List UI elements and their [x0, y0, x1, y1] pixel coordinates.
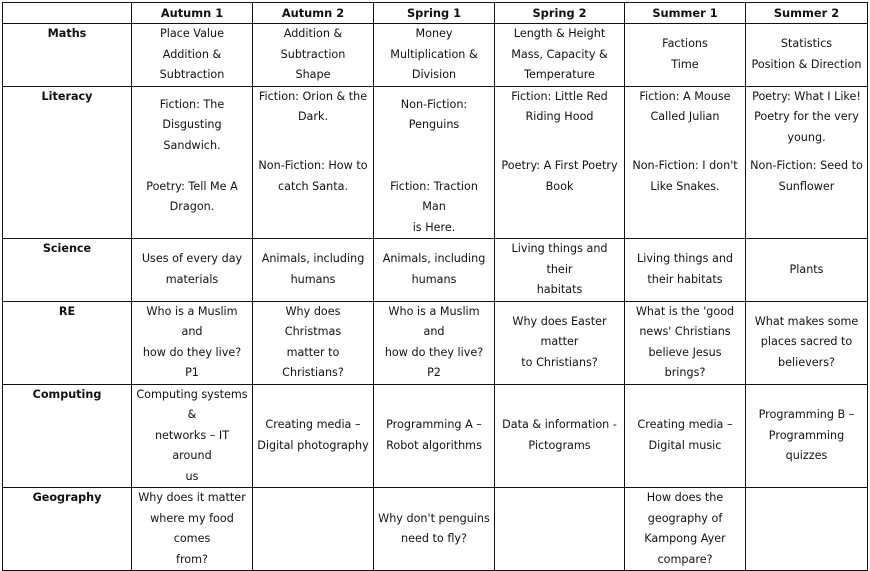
term-header-summer-1: Summer 1: [625, 3, 746, 24]
cell-line: Subtraction: [159, 68, 225, 81]
computing-summer-1: [625, 384, 746, 488]
cell-line: how do they live? P1: [142, 345, 242, 379]
term-header-autumn-2: Autumn 2: [253, 3, 374, 24]
cell-line: Computing systems &: [136, 387, 248, 421]
cell-line: news' Christians: [639, 325, 731, 338]
cell-line: Place Value: [159, 27, 225, 40]
geography-summer-2: [746, 488, 868, 571]
cell-line: Poetry: A First Poetry: [501, 159, 618, 172]
cell-line: is Here.: [412, 220, 456, 234]
cell-line: Kampong Ayer: [644, 532, 726, 545]
cell-line: Programming B –: [758, 408, 855, 421]
science-autumn-1: [132, 239, 253, 302]
spacer: [377, 136, 491, 157]
cell-line: Programming quizzes: [768, 428, 845, 462]
cell-line: Data & information -: [502, 418, 617, 432]
cell-line: Animals, including: [382, 252, 486, 266]
cell-line: from?: [176, 552, 208, 566]
subject-row-geography: [3, 488, 868, 571]
re-spring-1: [374, 301, 495, 384]
cell-line: Non-Fiction: Penguins: [400, 97, 468, 131]
cell-line: Fiction: Orion & the: [258, 89, 368, 103]
subject-label-science: Science: [3, 239, 132, 302]
spacer: [256, 128, 370, 149]
cell-line: Non-Fiction: Seed to: [750, 159, 863, 172]
cell-line: catch Santa.: [277, 179, 349, 193]
cell-line: Digital music: [648, 438, 722, 452]
curriculum-overview-sheet: [2, 2, 867, 566]
subject-row-computing: [3, 384, 868, 488]
cell-line: young.: [787, 130, 826, 144]
spacer: [256, 148, 370, 156]
cell-line: Uses of every day: [141, 252, 243, 266]
science-spring-2: [495, 239, 625, 302]
maths-summer-2: [746, 24, 868, 87]
cell-line: places sacred to: [760, 335, 853, 349]
computing-spring-1: [374, 384, 495, 488]
cell-line: Addition &: [162, 47, 222, 61]
spacer: [498, 128, 621, 149]
cell-line: habitats: [536, 283, 583, 296]
cell-line: humans: [411, 272, 457, 286]
subject-row-science: [3, 239, 868, 302]
cell-line: Like Snakes.: [650, 179, 720, 193]
cell-line: geography of: [647, 511, 723, 525]
maths-spring-2: [495, 24, 625, 87]
subject-row-literacy: [3, 86, 868, 239]
re-spring-2: [495, 301, 625, 384]
cell-line: Sunflower: [778, 179, 835, 193]
maths-autumn-1: [132, 24, 253, 87]
cell-line: Multiplication &: [390, 47, 478, 61]
subject-label-geography: Geography: [3, 488, 132, 571]
term-header-spring-2: Spring 2: [495, 3, 625, 24]
cell-line: Why does Easter matter: [512, 314, 607, 349]
geography-spring-2: [495, 488, 625, 571]
subject-label-computing: Computing: [3, 384, 132, 488]
cell-line: Digital photography: [257, 438, 369, 452]
cell-line: to Christians?: [521, 355, 598, 369]
cell-line: Book: [545, 179, 574, 193]
cell-line: Length & Height: [513, 27, 606, 40]
geography-summer-1: [625, 488, 746, 571]
science-summer-1: [625, 239, 746, 302]
cell-line: Non-Fiction: I don't: [632, 159, 738, 172]
cell-line: Disgusting Sandwich.: [162, 118, 222, 152]
science-spring-1: [374, 239, 495, 302]
cell-line: Why does it matter: [138, 491, 246, 504]
cell-line: Poetry: Tell Me A: [146, 179, 238, 193]
computing-autumn-1: [132, 384, 253, 488]
cell-line: us: [185, 469, 199, 483]
cell-line: Temperature: [524, 68, 595, 81]
computing-spring-2: [495, 384, 625, 488]
cell-line: Who is a Muslim and: [146, 304, 238, 338]
re-autumn-2: [253, 301, 374, 384]
subject-row-maths: [3, 24, 868, 87]
literacy-spring-2: [495, 86, 625, 239]
subject-row-re: [3, 301, 868, 384]
cell-line: materials: [165, 272, 219, 286]
cell-line: Fiction: A Mouse: [639, 89, 731, 103]
cell-line: Why does Christmas: [284, 304, 342, 338]
re-summer-2: [746, 301, 868, 384]
subject-label-maths: Maths: [3, 24, 132, 87]
cell-line: How does the: [646, 491, 724, 504]
science-summer-2: [746, 239, 868, 302]
computing-summer-2: [746, 384, 868, 488]
cell-line: where my food comes: [150, 511, 234, 545]
cell-line: Poetry: What I Like!: [752, 89, 861, 103]
cell-line: Dragon.: [169, 200, 215, 213]
curriculum-table: [2, 2, 868, 571]
cell-line: humans: [290, 272, 336, 286]
cell-line: matter to Christians?: [282, 345, 344, 379]
term-header-summer-2: Summer 2: [746, 3, 868, 24]
cell-line: Mass, Capacity &: [511, 47, 608, 61]
literacy-summer-2: [746, 86, 868, 239]
cell-line: Riding Hood: [525, 110, 594, 123]
spacer: [498, 148, 621, 156]
cell-line: Animals, including: [261, 252, 365, 266]
literacy-autumn-2: [253, 86, 374, 239]
science-autumn-2: [253, 239, 374, 302]
cell-line: What makes some: [754, 314, 859, 328]
cell-line: Fiction: Little Red: [511, 89, 608, 103]
literacy-autumn-1: [132, 86, 253, 239]
computing-autumn-2: [253, 384, 374, 488]
cell-line: Who is a Muslim and: [388, 304, 480, 338]
cell-line: Division: [411, 68, 457, 81]
cell-line: Time: [671, 57, 699, 71]
cell-line: Creating media –: [637, 418, 733, 432]
cell-line: Non-Fiction: How to: [258, 159, 368, 172]
re-autumn-1: [132, 301, 253, 384]
literacy-summer-1: [625, 86, 746, 239]
geography-autumn-1: [132, 488, 253, 571]
cell-line: Statistics: [780, 37, 833, 51]
subject-label-re: RE: [3, 301, 132, 384]
cell-line: Addition &: [283, 27, 343, 40]
cell-line: Fiction: The: [159, 97, 225, 111]
term-header-autumn-1: Autumn 1: [132, 3, 253, 24]
corner-cell: [3, 3, 132, 24]
spacer: [749, 148, 864, 156]
cell-line: Creating media –: [265, 418, 361, 432]
term-header-spring-1: Spring 1: [374, 3, 495, 24]
cell-line: Dark.: [297, 110, 329, 123]
spacer: [628, 128, 742, 149]
re-summer-1: [625, 301, 746, 384]
cell-line: What is the 'good: [635, 304, 735, 318]
cell-line: Living things and their: [511, 242, 608, 276]
spacer: [135, 156, 249, 177]
maths-summer-1: [625, 24, 746, 87]
cell-line: Factions: [662, 37, 708, 51]
cell-line: Called Julian: [650, 110, 720, 123]
cell-line: their habitats: [647, 272, 723, 286]
cell-line: Why don't penguins: [378, 511, 490, 525]
cell-line: Money: [415, 27, 453, 40]
cell-line: compare?: [657, 552, 713, 566]
spacer: [628, 148, 742, 156]
maths-spring-1: [374, 24, 495, 87]
geography-autumn-2: [253, 488, 374, 571]
literacy-spring-1: [374, 86, 495, 239]
geography-spring-1: [374, 488, 495, 571]
subject-label-literacy: Literacy: [3, 86, 132, 239]
cell-line: Robot algorithms: [386, 438, 482, 452]
header-row: [3, 3, 868, 24]
maths-autumn-2: [253, 24, 374, 87]
cell-line: Fiction: Traction Man: [390, 179, 478, 213]
cell-line: Living things and: [636, 252, 734, 266]
cell-line: Poetry for the very: [754, 110, 859, 123]
cell-line: believe Jesus brings?: [648, 345, 722, 379]
cell-line: Pictograms: [528, 438, 591, 452]
cell-line: Subtraction: [280, 47, 346, 61]
spacer: [377, 156, 491, 177]
cell-line: believers?: [778, 355, 835, 369]
cell-line: Shape: [295, 68, 331, 81]
cell-line: Plants: [789, 262, 824, 276]
cell-line: how do they live? P2: [384, 345, 484, 379]
cell-line: networks – IT around: [154, 428, 230, 462]
cell-line: Programming A –: [386, 418, 482, 432]
cell-line: Position & Direction: [751, 57, 862, 71]
cell-line: need to fly?: [401, 532, 467, 545]
